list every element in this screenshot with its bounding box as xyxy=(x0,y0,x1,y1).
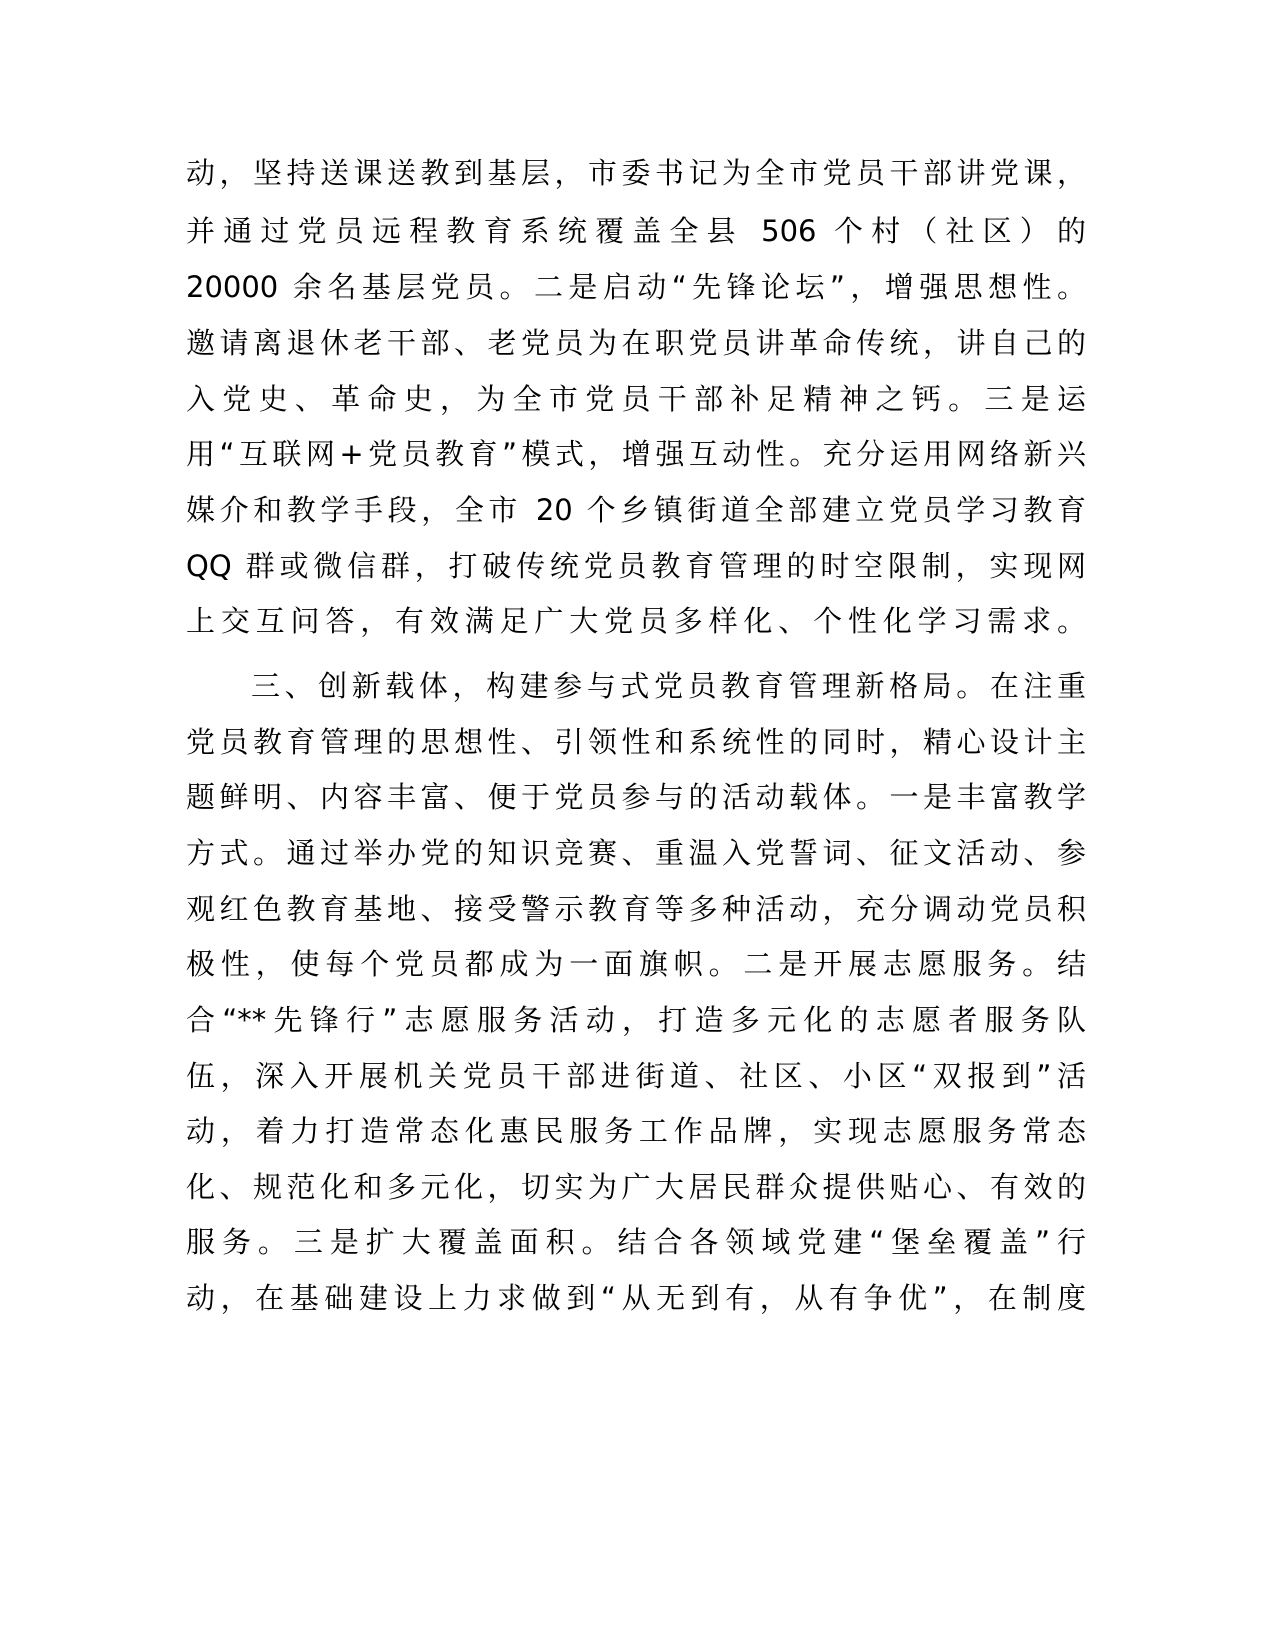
body-text-line: 化、规范化和多元化，切实为广大居民群众提供贴心、有效的 xyxy=(186,1170,1086,1204)
body-text-line: 极性，使每个党员都成为一面旗帜。二是开展志愿服务。结 xyxy=(186,947,1086,981)
body-text-line: 合“**先锋行”志愿服务活动，打造多元化的志愿者服务队 xyxy=(186,1003,1086,1037)
body-text-line: 方式。通过举办党的知识竞赛、重温入党誓词、征文活动、参 xyxy=(186,836,1086,870)
body-text-line: 党员教育管理的思想性、引领性和系统性的同时，精心设计主 xyxy=(186,725,1086,759)
body-text-line: 用“互联网+党员教育”模式，增强互动性。充分运用网络新兴 xyxy=(186,437,1086,471)
body-text-line: 动，坚持送课送教到基层，市委书记为全市党员干部讲党课， xyxy=(186,156,1086,190)
body-text-line: 并通过党员远程教育系统覆盖全县 506 个村（社区）的 xyxy=(186,214,1086,248)
body-text-line: 动，着力打造常态化惠民服务工作品牌，实现志愿服务常态 xyxy=(186,1114,1086,1148)
body-text-line: 动，在基础建设上力求做到“从无到有，从有争优”，在制度 xyxy=(186,1281,1086,1315)
body-text-line: 观红色教育基地、接受警示教育等多种活动，充分调动党员积 xyxy=(186,892,1086,926)
body-text-line: 邀请离退休老干部、老党员为在职党员讲革命传统，讲自己的 xyxy=(186,326,1086,360)
body-text-line: 服务。三是扩大覆盖面积。结合各领域党建“堡垒覆盖”行 xyxy=(186,1225,1086,1259)
body-text-line: 20000 余名基层党员。二是启动“先锋论坛”，增强思想性。 xyxy=(186,270,1086,304)
body-text-line: 伍，深入开展机关党员干部进街道、社区、小区“双报到”活 xyxy=(186,1059,1086,1093)
body-text-line: QQ 群或微信群，打破传统党员教育管理的时空限制，实现网 xyxy=(186,549,1086,583)
body-text-line: 上交互问答，有效满足广大党员多样化、个性化学习需求。 xyxy=(186,604,1086,638)
body-text-line: 媒介和教学手段，全市 20 个乡镇街道全部建立党员学习教育 xyxy=(186,493,1086,527)
section-heading-line: 三、创新载体，构建参与式党员教育管理新格局。在注重 xyxy=(251,669,1086,703)
body-text-line: 入党史、革命史，为全市党员干部补足精神之钙。三是运 xyxy=(186,382,1086,416)
body-text-line: 题鲜明、内容丰富、便于党员参与的活动载体。一是丰富教学 xyxy=(186,780,1086,814)
